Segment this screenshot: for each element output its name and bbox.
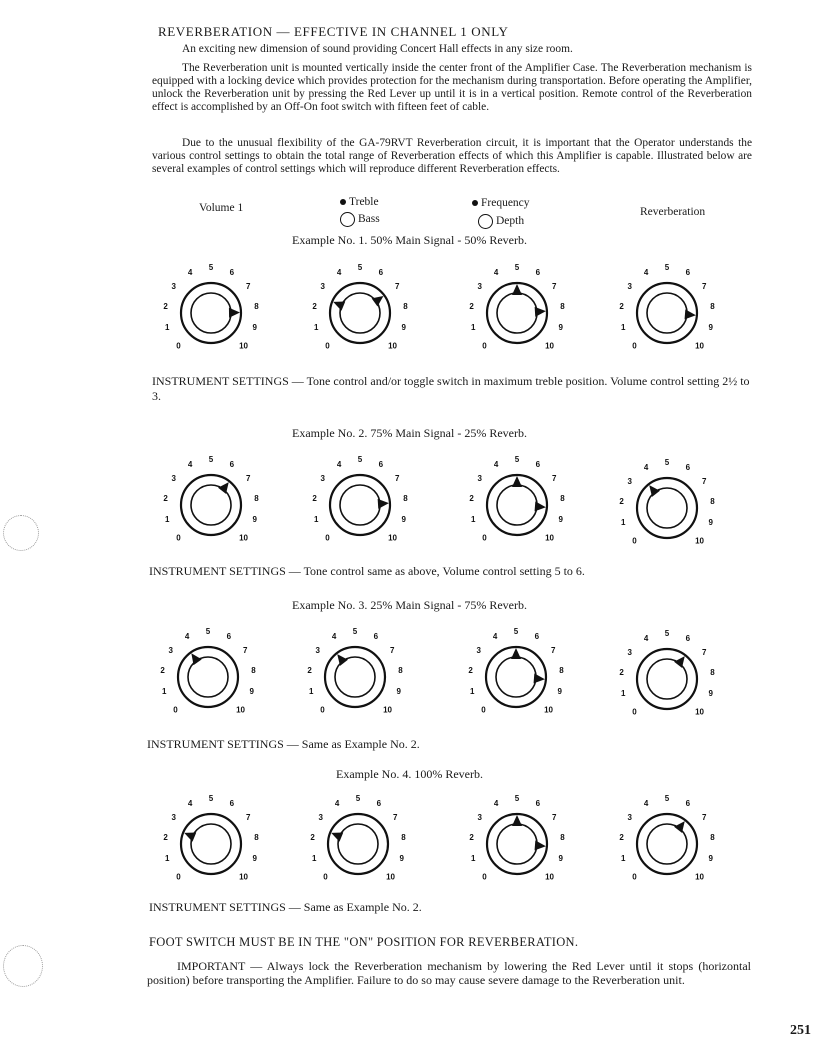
dial-label: 8 <box>560 832 565 842</box>
dial-label: 7 <box>245 473 251 483</box>
knob-reverberation <box>617 624 717 734</box>
dial-label: 6 <box>685 463 691 473</box>
dial-label: 8 <box>403 493 408 503</box>
dial-label: 5 <box>514 263 520 272</box>
dial-label: 1 <box>314 323 319 333</box>
dial-label: 9 <box>558 323 563 333</box>
knob-pointer-icon <box>512 284 522 295</box>
dial-label: 5 <box>514 455 520 464</box>
knob-frequency-depth <box>467 789 567 899</box>
dial-label: 7 <box>551 281 557 291</box>
dial-label: 2 <box>469 301 474 311</box>
dial-label: 3 <box>477 281 483 291</box>
filled-dot-icon <box>340 199 346 205</box>
example-2-title: Example No. 2. 75% Main Signal - 25% Reverb. <box>292 426 527 440</box>
dial-label: 0 <box>176 533 181 543</box>
dial-label: 6 <box>685 634 691 644</box>
knob-dial <box>467 258 567 368</box>
dial-label: 4 <box>331 632 337 642</box>
dial-label: 7 <box>551 812 557 822</box>
dial-label: 5 <box>208 263 214 272</box>
dial-label: 0 <box>632 341 637 351</box>
dial-label: 4 <box>187 799 193 809</box>
legend-depth-label: Depth <box>496 215 525 228</box>
dial-label: 9 <box>558 515 563 525</box>
dial-label: 0 <box>323 872 328 882</box>
dial-label: 5 <box>352 627 358 636</box>
hollow-ring-icon <box>340 212 355 227</box>
knob-pointer-icon <box>512 476 522 487</box>
knob-pointer-icon <box>511 648 521 659</box>
legend-bass-label: Bass <box>358 213 380 226</box>
punch-hole-mark <box>3 945 43 987</box>
dial-label: 1 <box>165 323 170 333</box>
knob-inner-ring <box>497 293 537 333</box>
dial-label: 0 <box>632 707 637 717</box>
dial-label: 3 <box>318 812 324 822</box>
dial-label: 3 <box>320 281 326 291</box>
dial-label: 1 <box>621 689 626 699</box>
dial-label: 3 <box>627 281 633 291</box>
dial-label: 7 <box>551 473 557 483</box>
knob-dial <box>617 624 717 734</box>
foot-switch-notice: FOOT SWITCH MUST BE IN THE "ON" POSITION FOR REVERBERATION. <box>149 935 579 949</box>
legend-treble-label: Treble <box>349 196 379 208</box>
dial-label: 10 <box>545 872 554 882</box>
legend-reverberation: Reverberation <box>640 206 706 218</box>
dial-label: 7 <box>242 645 248 655</box>
example-2-settings: INSTRUMENT SETTINGS — Tone control same as above, Volume control setting 5 to 6. <box>149 564 585 578</box>
dial-label: 7 <box>245 281 251 291</box>
dial-label: 0 <box>482 872 487 882</box>
knob-dial <box>161 789 261 899</box>
dial-label: 9 <box>708 323 713 333</box>
dial-label: 5 <box>208 794 214 803</box>
knob-reverberation <box>617 789 717 899</box>
dial-label: 3 <box>171 281 177 291</box>
knob-outer-ring <box>178 647 238 707</box>
dial-label: 6 <box>535 799 541 809</box>
mounting-paragraph: The Reverberation unit is mounted vertically inside the center front of the Amplifier Case. The Reverberation mechanism is equipped with a locking device which provides protection for the mechanism during transportation. Before operating the Amplifier, unlock the Reverberation unit by pressing the Red Lever up until it is in a vertical position. Remote control of the Reverberation effect is accomplished by an Off-On foot switch with fifteen feet of cable. <box>152 62 752 113</box>
legend-volume: Volume 1 <box>199 202 244 214</box>
legend-treble <box>340 196 379 208</box>
knob-dial <box>617 453 717 563</box>
dial-label: 1 <box>621 323 626 333</box>
knob-outer-ring <box>181 475 241 535</box>
dial-label: 3 <box>171 473 177 483</box>
knob-frequency-depth <box>467 450 567 560</box>
dial-label: 5 <box>357 455 363 464</box>
knob-dial <box>310 450 410 560</box>
dial-label: 10 <box>386 872 395 882</box>
dial-label: 10 <box>695 536 704 546</box>
dial-label: 3 <box>627 812 633 822</box>
dial-label: 3 <box>627 476 633 486</box>
dial-label: 9 <box>252 323 257 333</box>
dial-label: 5 <box>355 794 361 803</box>
dial-label: 2 <box>163 493 168 503</box>
punch-hole-mark <box>3 515 39 551</box>
dial-label: 7 <box>550 645 556 655</box>
dial-label: 0 <box>176 872 181 882</box>
knob-outer-ring <box>181 814 241 874</box>
dial-label: 10 <box>695 872 704 882</box>
dial-label: 4 <box>643 268 649 278</box>
dial-label: 4 <box>493 799 499 809</box>
knob-dial <box>467 789 567 899</box>
dial-label: 1 <box>471 515 476 525</box>
example-3-settings: INSTRUMENT SETTINGS — Same as Example No. 2. <box>147 737 420 751</box>
knob-outer-ring <box>330 283 390 343</box>
dial-label: 3 <box>315 645 321 655</box>
dial-label: 3 <box>477 473 483 483</box>
dial-label: 4 <box>187 268 193 278</box>
dial-label: 10 <box>239 533 248 543</box>
filled-dot-icon <box>472 200 478 206</box>
dial-label: 5 <box>664 629 670 638</box>
dial-label: 5 <box>208 455 214 464</box>
dial-label: 2 <box>312 301 317 311</box>
dial-label: 10 <box>545 341 554 351</box>
dial-label: 1 <box>165 854 170 864</box>
dial-label: 9 <box>252 515 257 525</box>
dial-label: 3 <box>320 473 326 483</box>
dial-label: 8 <box>710 667 715 677</box>
dial-label: 8 <box>559 665 564 675</box>
dial-label: 7 <box>701 476 707 486</box>
knob-dial <box>305 622 405 732</box>
dial-label: 2 <box>469 832 474 842</box>
legend-frequency-label: Frequency <box>481 197 530 209</box>
page-number: 251 <box>790 1023 811 1038</box>
knob-secondary-pointer-icon <box>535 840 546 850</box>
dial-label: 10 <box>544 705 553 715</box>
dial-label: 6 <box>376 799 382 809</box>
knob-frequency-depth <box>467 258 567 368</box>
dial-label: 7 <box>245 812 251 822</box>
dial-label: 2 <box>619 832 624 842</box>
knob-inner-ring <box>497 824 537 864</box>
knob-frequency-depth <box>466 622 566 732</box>
dial-label: 4 <box>336 460 342 470</box>
dial-label: 4 <box>184 632 190 642</box>
dial-label: 8 <box>398 665 403 675</box>
dial-label: 8 <box>710 301 715 311</box>
dial-label: 6 <box>229 799 235 809</box>
knob-treble-bass <box>308 789 408 899</box>
knob-secondary-pointer-icon <box>535 501 546 511</box>
knob-treble-bass <box>310 450 410 560</box>
dial-label: 8 <box>254 493 259 503</box>
dial-label: 0 <box>176 341 181 351</box>
dial-label: 1 <box>314 515 319 525</box>
dial-label: 0 <box>325 341 330 351</box>
dial-label: 5 <box>664 794 670 803</box>
dial-label: 9 <box>558 854 563 864</box>
dial-label: 1 <box>312 854 317 864</box>
dial-label: 2 <box>312 493 317 503</box>
dial-label: 6 <box>373 632 379 642</box>
knob-dial <box>466 622 566 732</box>
knob-pointer-icon <box>331 832 343 841</box>
dial-label: 1 <box>309 687 314 697</box>
dial-label: 6 <box>229 268 235 278</box>
dial-label: 10 <box>695 341 704 351</box>
knob-volume-1 <box>161 258 261 368</box>
example-4-settings: INSTRUMENT SETTINGS — Same as Example No. 2. <box>149 900 422 914</box>
dial-label: 10 <box>236 705 245 715</box>
dial-label: 1 <box>165 515 170 525</box>
dial-label: 4 <box>643 799 649 809</box>
knob-secondary-pointer-icon <box>534 673 545 683</box>
legend-frequency <box>472 197 530 209</box>
knob-dial <box>308 789 408 899</box>
dial-label: 4 <box>493 460 499 470</box>
knob-pointer-icon <box>184 832 196 841</box>
flexibility-paragraph: Due to the unusual flexibility of the GA-79RVT Reverberation circuit, it is important that the Operator understands the various control settings to obtain the total range of Reverberation effects of which this Amplifier is capable. Illustrated below are several examples of control settings which will reproduce different Reverberation effects. <box>152 137 752 175</box>
dial-label: 2 <box>619 667 624 677</box>
dial-label: 10 <box>383 705 392 715</box>
dial-label: 4 <box>643 634 649 644</box>
dial-label: 10 <box>239 341 248 351</box>
dial-label: 8 <box>254 832 259 842</box>
dial-label: 0 <box>173 705 178 715</box>
dial-label: 4 <box>334 799 340 809</box>
dial-label: 1 <box>471 854 476 864</box>
dial-label: 1 <box>621 854 626 864</box>
knob-reverberation <box>617 453 717 563</box>
dial-label: 9 <box>401 515 406 525</box>
dial-label: 8 <box>710 496 715 506</box>
knob-volume-1 <box>161 789 261 899</box>
dial-label: 9 <box>708 854 713 864</box>
dial-label: 6 <box>229 460 235 470</box>
knob-treble-bass <box>305 622 405 732</box>
example-1-title: Example No. 1. 50% Main Signal - 50% Reverb. <box>292 233 527 247</box>
dial-label: 10 <box>239 872 248 882</box>
dial-label: 2 <box>468 665 473 675</box>
dial-label: 0 <box>632 872 637 882</box>
dial-label: 2 <box>310 832 315 842</box>
knob-outer-ring <box>637 478 697 538</box>
knob-secondary-pointer-icon <box>535 307 546 317</box>
dial-label: 4 <box>643 463 649 473</box>
knob-pointer-icon <box>229 308 240 318</box>
knob-inner-ring <box>191 824 231 864</box>
dial-label: 0 <box>320 705 325 715</box>
knob-dial <box>161 450 261 560</box>
dial-label: 4 <box>187 460 193 470</box>
dial-label: 3 <box>627 647 633 657</box>
dial-label: 9 <box>396 687 401 697</box>
knob-dial <box>617 789 717 899</box>
legend-depth <box>478 214 524 229</box>
dial-label: 2 <box>163 832 168 842</box>
dial-label: 10 <box>695 707 704 717</box>
knob-volume-1 <box>161 450 261 560</box>
knob-pointer-icon <box>378 499 389 509</box>
dial-label: 3 <box>168 645 174 655</box>
important-paragraph: IMPORTANT — Always lock the Reverberation mechanism by lowering the Red Lever until it stops (horizontal position) before transporting the Amplifier. Failure to do so may cause severe damage to the Reverberation unit. <box>147 959 751 987</box>
example-3-title: Example No. 3. 25% Main Signal - 75% Reverb. <box>292 598 527 612</box>
dial-label: 0 <box>632 536 637 546</box>
knob-secondary-pointer-icon <box>333 301 345 310</box>
knob-pointer-icon <box>512 815 522 826</box>
dial-label: 9 <box>249 687 254 697</box>
dial-label: 5 <box>514 794 520 803</box>
legend-bass <box>340 212 380 227</box>
dial-label: 7 <box>392 812 398 822</box>
dial-label: 1 <box>471 323 476 333</box>
dial-label: 6 <box>534 632 540 642</box>
dial-label: 8 <box>710 832 715 842</box>
dial-label: 7 <box>701 812 707 822</box>
dial-label: 8 <box>251 665 256 675</box>
dial-label: 7 <box>394 281 400 291</box>
knob-outer-ring <box>637 649 697 709</box>
dial-label: 6 <box>226 632 232 642</box>
dial-label: 2 <box>619 301 624 311</box>
example-4-title: Example No. 4. 100% Reverb. <box>336 767 483 781</box>
knob-inner-ring <box>647 293 687 333</box>
knob-treble-bass <box>310 258 410 368</box>
dial-label: 1 <box>162 687 167 697</box>
dial-label: 3 <box>171 812 177 822</box>
dial-label: 4 <box>493 268 499 278</box>
knob-dial <box>617 258 717 368</box>
dial-label: 6 <box>378 460 384 470</box>
dial-label: 7 <box>389 645 395 655</box>
dial-label: 5 <box>513 627 519 636</box>
dial-label: 10 <box>388 341 397 351</box>
dial-label: 2 <box>160 665 165 675</box>
knob-reverberation <box>617 258 717 368</box>
knob-inner-ring <box>191 293 231 333</box>
knob-dial <box>467 450 567 560</box>
knob-dial <box>310 258 410 368</box>
dial-label: 9 <box>252 854 257 864</box>
dial-label: 8 <box>401 832 406 842</box>
knob-outer-ring <box>325 647 385 707</box>
dial-label: 9 <box>557 687 562 697</box>
dial-label: 7 <box>701 647 707 657</box>
dial-label: 4 <box>492 632 498 642</box>
dial-label: 0 <box>482 533 487 543</box>
knob-dial <box>158 622 258 732</box>
knob-inner-ring <box>496 657 536 697</box>
dial-label: 9 <box>708 518 713 528</box>
dial-label: 1 <box>621 518 626 528</box>
dial-label: 0 <box>325 533 330 543</box>
knob-inner-ring <box>497 485 537 525</box>
intro-paragraph: An exciting new dimension of sound providing Concert Hall effects in any size room. <box>182 43 573 55</box>
dial-label: 5 <box>357 263 363 272</box>
dial-label: 5 <box>205 627 211 636</box>
dial-label: 9 <box>708 689 713 699</box>
dial-label: 3 <box>477 812 483 822</box>
dial-label: 2 <box>619 496 624 506</box>
dial-label: 6 <box>685 799 691 809</box>
dial-label: 10 <box>545 533 554 543</box>
dial-label: 9 <box>401 323 406 333</box>
knob-volume-1 <box>158 622 258 732</box>
dial-label: 10 <box>388 533 397 543</box>
dial-label: 8 <box>560 301 565 311</box>
knob-pointer-icon <box>685 309 696 319</box>
knob-outer-ring <box>328 814 388 874</box>
dial-label: 0 <box>482 341 487 351</box>
dial-label: 1 <box>470 687 475 697</box>
dial-label: 5 <box>664 458 670 467</box>
knob-inner-ring <box>338 824 378 864</box>
dial-label: 3 <box>476 645 482 655</box>
dial-label: 2 <box>469 493 474 503</box>
hollow-ring-icon <box>478 214 493 229</box>
example-1-settings: INSTRUMENT SETTINGS — Tone control and/or toggle switch in maximum treble position. Volume control setting 2½ to 3. <box>152 374 750 403</box>
dial-label: 0 <box>481 705 486 715</box>
dial-label: 4 <box>336 268 342 278</box>
dial-label: 9 <box>399 854 404 864</box>
knob-inner-ring <box>340 485 380 525</box>
dial-label: 6 <box>535 268 541 278</box>
dial-label: 5 <box>664 263 670 272</box>
section-heading: REVERBERATION — EFFECTIVE IN CHANNEL 1 ONLY <box>158 24 509 39</box>
knob-dial <box>161 258 261 368</box>
dial-label: 6 <box>378 268 384 278</box>
dial-label: 2 <box>307 665 312 675</box>
dial-label: 8 <box>560 493 565 503</box>
dial-label: 2 <box>163 301 168 311</box>
knob-outer-ring <box>637 814 697 874</box>
dial-label: 6 <box>685 268 691 278</box>
dial-label: 8 <box>254 301 259 311</box>
dial-label: 7 <box>394 473 400 483</box>
dial-label: 7 <box>701 281 707 291</box>
dial-label: 6 <box>535 460 541 470</box>
dial-label: 8 <box>403 301 408 311</box>
